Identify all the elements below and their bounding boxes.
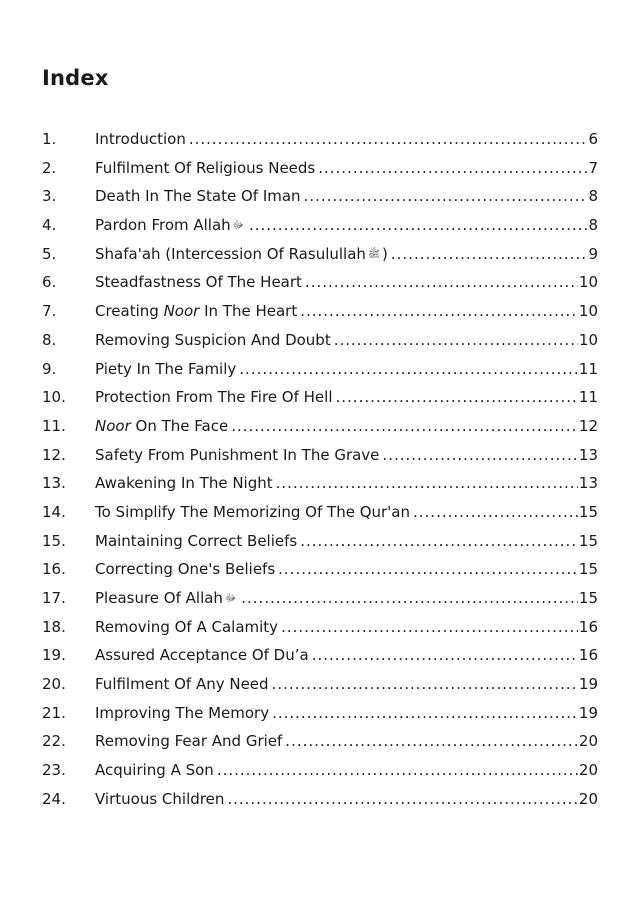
toc-entry-page-number: 13 xyxy=(578,445,598,464)
toc-entry-page-number: 15 xyxy=(578,560,598,579)
dot-leader xyxy=(336,388,578,406)
toc-entry-number: 20. xyxy=(42,675,66,694)
dot-leader xyxy=(272,704,578,722)
toc-entry xyxy=(42,388,598,417)
toc-entry-number: 13. xyxy=(42,474,66,493)
dot-leader xyxy=(227,790,578,808)
toc-entry-number: 23. xyxy=(42,761,66,780)
toc-entry xyxy=(42,360,598,389)
toc-entry-title-text: Pleasure Of Allah xyxy=(95,589,223,607)
table-of-contents xyxy=(42,130,598,819)
dot-leader xyxy=(382,446,577,464)
dot-leader xyxy=(231,417,578,435)
toc-entry-page-number: 9 xyxy=(588,244,598,263)
dot-leader xyxy=(285,732,578,750)
toc-entry-number: 1. xyxy=(42,130,57,148)
toc-entry-title xyxy=(95,417,231,435)
toc-entry-page-number: 19 xyxy=(578,703,598,722)
toc-entry-number: 2. xyxy=(42,158,57,177)
dot-leader xyxy=(241,589,578,607)
toc-entry-number: 15. xyxy=(42,531,66,550)
toc-entry-title-text: Acquiring A Son xyxy=(95,761,214,780)
toc-entry xyxy=(42,130,598,159)
toc-entry xyxy=(42,675,598,704)
dot-leader xyxy=(272,675,578,693)
toc-entry-title xyxy=(95,187,304,205)
dot-leader xyxy=(300,302,578,320)
honorific-glyph-icon: ﷻ xyxy=(224,593,237,604)
toc-entry xyxy=(42,532,598,561)
toc-entry-number: 14. xyxy=(42,502,66,521)
toc-entry-title xyxy=(95,130,189,148)
toc-entry-title-text: To Simplify The Memorizing Of The Qur'an xyxy=(95,502,410,521)
toc-entry-title-text: Maintaining Correct Beliefs xyxy=(95,531,298,550)
toc-entry-title xyxy=(95,273,305,291)
toc-entry-title-text: Creating xyxy=(95,302,164,321)
toc-entry-page-number: 15 xyxy=(578,589,598,607)
dot-leader xyxy=(304,187,588,205)
toc-entry-page-number: 15 xyxy=(578,502,598,521)
toc-entry-page-number: 16 xyxy=(578,646,598,665)
honorific-glyph-icon: ﷺ xyxy=(367,248,381,260)
toc-entry-title xyxy=(95,704,272,722)
dot-leader xyxy=(281,618,578,636)
toc-entry-title-text: Steadfastness Of The Heart xyxy=(95,273,302,292)
toc-entry-number: 12. xyxy=(42,445,66,464)
toc-entry-number: 10. xyxy=(42,388,66,407)
toc-entry-title xyxy=(95,732,285,750)
toc-entry-title xyxy=(95,331,334,349)
toc-entry-title xyxy=(95,532,300,550)
toc-entry-page-number: 12 xyxy=(578,416,598,435)
toc-entry-title-text: Removing Suspicion And Doubt xyxy=(95,330,331,349)
toc-entry-page-number: 10 xyxy=(578,330,598,349)
toc-entry-number: 17. xyxy=(42,589,66,607)
dot-leader xyxy=(276,474,578,492)
toc-entry-title-text: Protection From The Fire Of Hell xyxy=(95,388,333,407)
toc-entry-number: 5. xyxy=(42,244,57,263)
toc-entry-page-number: 19 xyxy=(578,675,598,694)
toc-entry-title xyxy=(95,675,272,693)
dot-leader xyxy=(334,331,578,349)
toc-entry-title-text: Assured Acceptance Of Du’a xyxy=(95,646,309,665)
toc-entry-title xyxy=(95,790,227,808)
toc-entry xyxy=(42,446,598,475)
dot-leader xyxy=(413,503,578,521)
toc-entry xyxy=(42,159,598,188)
toc-entry-title-text: Death In The State Of Iman xyxy=(95,187,301,206)
toc-entry-page-number: 7 xyxy=(588,158,598,177)
toc-entry-number: 3. xyxy=(42,187,57,206)
toc-entry xyxy=(42,216,598,245)
toc-entry xyxy=(42,187,598,216)
toc-entry-page-number: 11 xyxy=(578,388,598,407)
toc-entry-title-text: Pardon From Allah xyxy=(95,216,231,235)
toc-entry xyxy=(42,704,598,733)
toc-entry-page-number: 20 xyxy=(578,761,598,780)
toc-entry xyxy=(42,732,598,761)
toc-entry-page-number: 13 xyxy=(578,474,598,493)
toc-entry-page-number: 11 xyxy=(578,359,598,378)
dot-leader xyxy=(305,273,578,291)
toc-entry-title-text: Fulfilment Of Any Need xyxy=(95,675,269,694)
toc-entry xyxy=(42,273,598,302)
dot-leader xyxy=(312,646,578,664)
toc-entry xyxy=(42,790,598,819)
toc-entry-title-text: Improving The Memory xyxy=(95,703,270,722)
toc-entry-title-text: ) xyxy=(382,244,388,263)
toc-entry xyxy=(42,474,598,503)
toc-entry-page-number: 15 xyxy=(578,531,598,550)
toc-entry-title-text: Shafa'ah (Intercession Of Rasulullah xyxy=(95,244,366,263)
toc-entry xyxy=(42,331,598,360)
toc-entry-number: 21. xyxy=(42,703,66,722)
honorific-glyph-icon: ﷻ xyxy=(232,220,244,232)
toc-entry xyxy=(42,503,598,532)
toc-entry-title-text: Introduction xyxy=(95,130,186,148)
toc-entry xyxy=(42,245,598,274)
toc-entry-page-number: 10 xyxy=(578,273,598,292)
toc-entry-title-text: On The Face xyxy=(130,416,229,435)
toc-entry-title xyxy=(95,560,278,578)
toc-entry-title-text: Correcting One's Beliefs xyxy=(95,560,276,579)
dot-leader xyxy=(239,360,578,378)
toc-entry-page-number: 8 xyxy=(588,216,598,235)
toc-entry xyxy=(42,761,598,790)
toc-entry-page-number: 6 xyxy=(588,130,598,148)
toc-entry-number: 16. xyxy=(42,560,66,579)
toc-entry-title xyxy=(95,245,391,263)
toc-entry-title xyxy=(95,216,249,234)
toc-entry-number: 11. xyxy=(42,416,66,435)
dot-leader xyxy=(189,130,588,148)
dot-leader xyxy=(300,532,578,550)
toc-entry-title-emphasis: Noor xyxy=(95,416,131,435)
dot-leader xyxy=(249,216,587,234)
toc-entry-page-number: 16 xyxy=(578,617,598,636)
page-title: Index xyxy=(42,66,109,90)
toc-entry-title-text: Removing Of A Calamity xyxy=(95,617,279,636)
toc-entry-title xyxy=(95,474,276,492)
toc-entry-title-text: Removing Fear And Grief xyxy=(95,732,283,751)
toc-entry-title xyxy=(95,446,382,464)
toc-entry-title xyxy=(95,761,217,779)
dot-leader xyxy=(278,560,578,578)
toc-entry-number: 22. xyxy=(42,732,66,751)
toc-entry xyxy=(42,618,598,647)
toc-entry-number: 4. xyxy=(42,216,57,235)
toc-entry-page-number: 8 xyxy=(588,187,598,206)
toc-entry-title-text: Fulfilment Of Religious Needs xyxy=(95,158,316,177)
toc-entry xyxy=(42,302,598,331)
toc-entry xyxy=(42,560,598,589)
toc-entry-title xyxy=(95,589,241,607)
toc-entry-number: 18. xyxy=(42,617,66,636)
toc-entry-title xyxy=(95,360,239,378)
toc-entry-page-number: 10 xyxy=(578,302,598,321)
toc-entry-number: 19. xyxy=(42,646,66,665)
toc-entry-title-text: Safety From Punishment In The Grave xyxy=(95,445,380,464)
toc-entry-title xyxy=(95,618,281,636)
toc-entry-page-number: 20 xyxy=(578,732,598,751)
toc-entry-title xyxy=(95,302,300,320)
toc-entry xyxy=(42,589,598,618)
toc-entry-title-emphasis: Noor xyxy=(163,302,200,321)
dot-leader xyxy=(217,761,578,779)
toc-entry-number: 24. xyxy=(42,789,66,808)
toc-entry-number: 9. xyxy=(42,359,57,378)
toc-entry-title-text: Piety In The Family xyxy=(95,359,237,378)
toc-entry-title xyxy=(95,503,413,521)
dot-leader xyxy=(391,245,588,263)
toc-entry-title-text: Awakening In The Night xyxy=(95,474,273,493)
toc-entry-title-text: In The Heart xyxy=(199,302,298,321)
toc-entry-title xyxy=(95,159,318,177)
dot-leader xyxy=(318,159,587,177)
toc-entry xyxy=(42,646,598,675)
toc-entry-title xyxy=(95,388,336,406)
toc-entry-page-number: 20 xyxy=(578,789,598,808)
toc-entry-number: 6. xyxy=(42,273,57,292)
toc-entry xyxy=(42,417,598,446)
toc-entry-title xyxy=(95,646,312,664)
toc-entry-number: 7. xyxy=(42,302,57,321)
toc-entry-number: 8. xyxy=(42,330,57,349)
toc-entry-title-text: Virtuous Children xyxy=(95,789,225,808)
